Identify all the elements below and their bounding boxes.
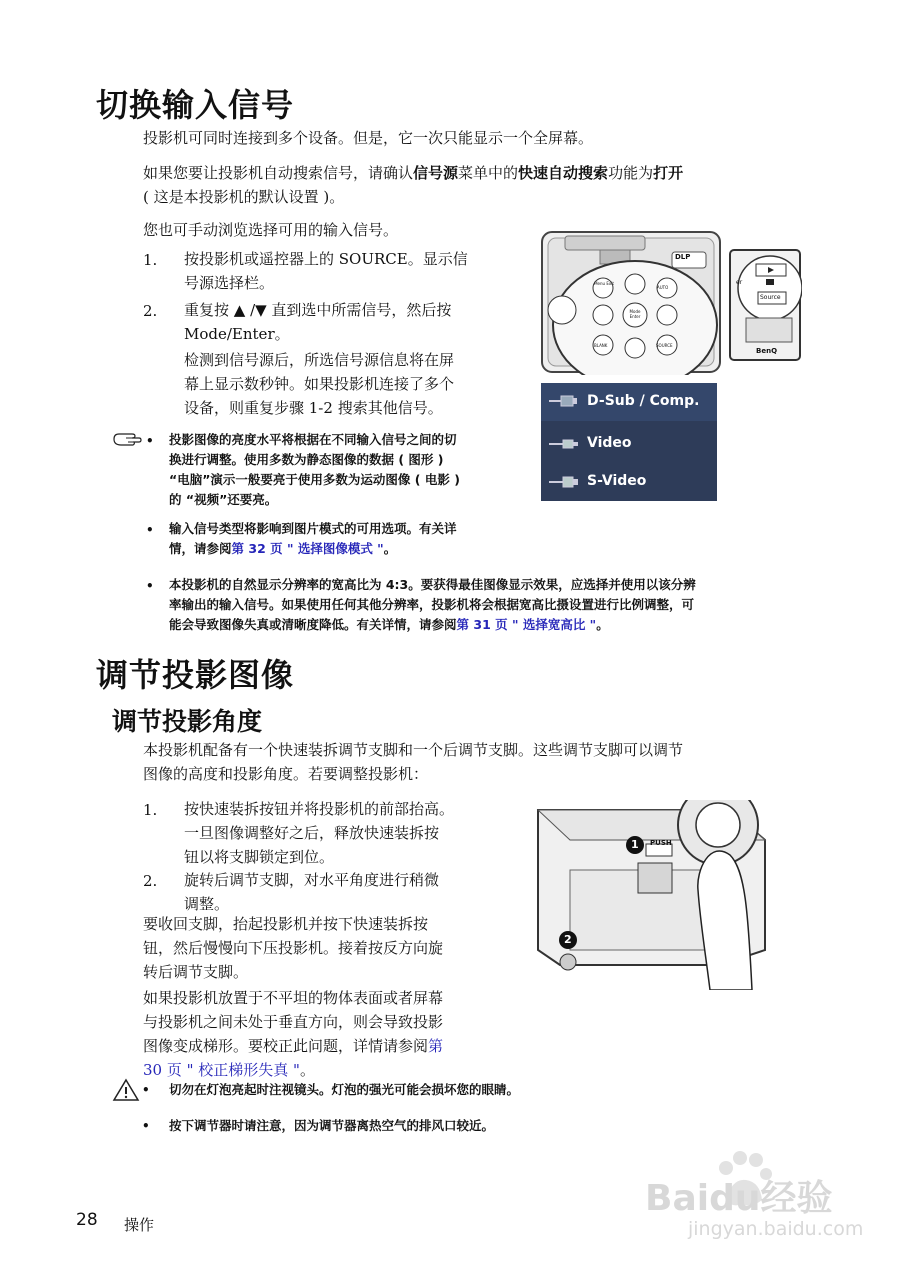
step-2-text: 重复按 ▲ /▼ 直到选中所需信号，然后按 Mode/Enter。 (184, 301, 452, 343)
source-selection-menu (541, 383, 717, 501)
callout-1-badge: 1 (631, 838, 639, 851)
vga-connector-icon (549, 393, 579, 409)
callout-2-badge: 2 (564, 933, 572, 946)
watermark-brand: Baidu经验 (645, 1178, 833, 1219)
source-option-dsub[interactable]: D-Sub / Comp. (541, 383, 717, 421)
bullet-icon: • (146, 434, 154, 448)
source-option-svideo[interactable]: S-Video (541, 463, 717, 501)
subsection-title-adjust-angle: 调节投影角度 (112, 707, 263, 736)
adjust-step-2-text: 旋转后调节支脚，对水平角度进行稍微 调整。 (184, 871, 440, 913)
warning-triangle-icon (112, 1078, 140, 1102)
bullet-icon: • (142, 1119, 150, 1133)
step-2-detail: 检测到信号源后，所选信号源信息将在屏 幕上显示数秒钟。如果投影机连接了多个 设备，则重复步骤 1-2 搜索其他信号。 (184, 351, 455, 417)
link-page-31[interactable]: 第 31 页 " 选择宽高比 " (456, 617, 597, 632)
bullet-icon: • (146, 523, 154, 537)
step-1-text: 按投影机或遥控器上的 SOURCE。显示信 号源选择栏。 (184, 250, 468, 292)
note-signal-type: 输入信号类型将影响到图片模式的可用选项。有关详 情，请参阅第 32 页 " 选择图像模式 "。 (169, 521, 457, 556)
menu-exit-button: Menu Exit (594, 281, 614, 286)
section-title-switch-input: 切换输入信号 (96, 86, 295, 124)
step-number: 1. (143, 251, 158, 269)
projector-adjuster-illustration (530, 800, 772, 990)
footer-section-name: 操作 (124, 1216, 155, 1234)
svideo-connector-icon (549, 475, 579, 489)
page-number: 28 (76, 1210, 98, 1230)
mode-enter-button: Mode Enter (629, 309, 641, 319)
step-number: 2. (143, 302, 158, 320)
link-page-32[interactable]: 第 32 页 " 选择图像模式 " (231, 541, 384, 556)
remote-source-label: Source (760, 294, 781, 301)
watermark-url: jingyan.baidu.com (688, 1218, 864, 1240)
bullet-icon: • (142, 1083, 150, 1097)
projector-control-panel-illustration (540, 230, 722, 375)
warning-adjuster-heat: 按下调节器时请注意，因为调节器离热空气的排风口较近。 (169, 1118, 495, 1133)
adjust-step-1-text: 按快速装拆按钮并将投影机的前部抬高。 一旦图像调整好之后，释放快速装拆按 钮以将支脚锁定到位。 (184, 800, 455, 866)
remote-control-illustration (728, 248, 802, 362)
dlp-logo: DLP (675, 253, 691, 261)
push-button-label: PUSH (650, 839, 672, 847)
section-title-adjust-image: 调节投影图像 (96, 656, 295, 694)
auto-button: AUTO (657, 285, 669, 290)
blank-button: BLANK (594, 343, 608, 348)
remote-er-label: er (736, 279, 743, 286)
paragraph-uneven-surface: 如果投影机放置于不平坦的物体表面或者屏幕 与投影机之间未处于垂直方向，则会导致投影 图像变成梯形。要校正此问题，详情请参阅第 30 页 " 校正梯形失真 "。 (143, 989, 444, 1079)
pointing-hand-icon (112, 430, 142, 448)
note-brightness: 投影图像的亮度水平将根据在不同输入信号之间的切 换进行调整。使用多数为静态图像的数据 ( 图形 ) “电脑”演示一般要亮于使用多数为运动图像 ( 电影 ) 的 “视频”还要亮。 (169, 432, 460, 507)
step-number: 2. (143, 872, 158, 890)
paragraph-intro: 投影机可同时连接到多个设备。但是，它一次只能显示一个全屏幕。 (143, 129, 594, 147)
paragraph-manual-browse: 您也可手动浏览选择可用的输入信号。 (143, 221, 399, 239)
paragraph-adjuster-intro: 本投影机配备有一个快速装拆调节支脚和一个后调节支脚。这些调节支脚可以调节 图像的高度和投影角度。若要调整投影机： (143, 741, 684, 783)
link-page-30[interactable]: 第 (428, 1037, 444, 1055)
step-number: 1. (143, 801, 158, 819)
note-aspect-ratio: 本投影机的自然显示分辨率的宽高比为 4:3。要获得最佳图像显示效果，应选择并使用以该分辨 率输出的输入信号。如果使用任何其他分辨率，投影机将会根据宽高比摄设置进行比例调整，可 能会导致图像失真或清晰度降低。有关详情，请参阅第 31 页 " 选择宽高比 "。 (169, 577, 696, 632)
source-option-video[interactable]: Video (541, 425, 717, 463)
source-button: SOURCE (656, 343, 673, 348)
bullet-icon: • (146, 579, 154, 593)
composite-connector-icon (549, 437, 579, 451)
link-page-30-cont[interactable]: 30 页 " 校正梯形失真 " (143, 1061, 300, 1079)
paragraph-retract: 要收回支脚，抬起投影机并按下快速装拆按 钮，然后慢慢向下压投影机。接着按反方向旋 转后调节支脚。 (143, 915, 444, 981)
benq-logo: BenQ (756, 347, 778, 355)
paragraph-auto-search: 如果您要让投影机自动搜索信号，请确认信号源菜单中的快速自动搜索功能为打开 ( 这是本投影机的默认设置 )。 (143, 164, 684, 206)
warning-lamp: 切勿在灯泡亮起时注视镜头。灯泡的强光可能会损坏您的眼睛。 (169, 1082, 520, 1097)
